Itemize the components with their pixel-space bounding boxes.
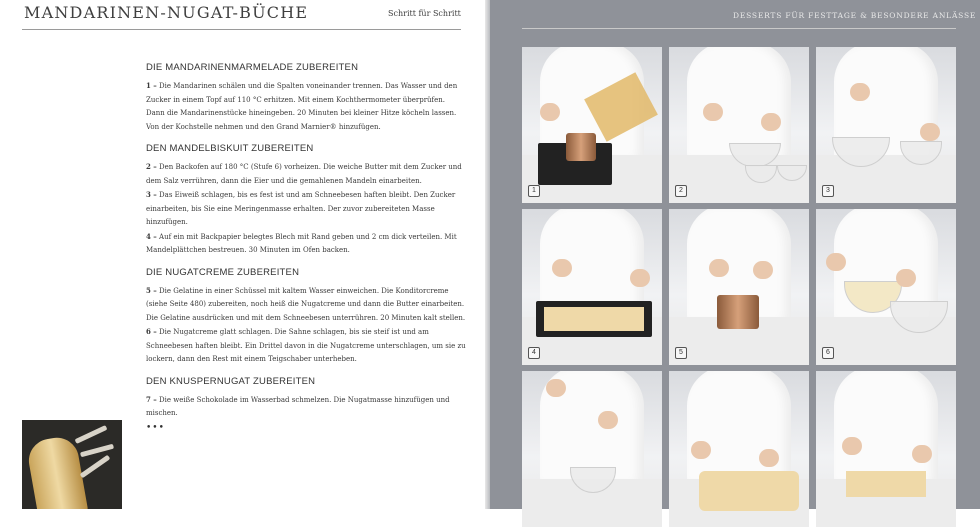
- step-4: [146, 230, 466, 258]
- countertop: [816, 155, 956, 203]
- section-nugatcreme: [146, 267, 466, 367]
- step-text: Den Backofen auf 180 °C (Stufe 6) vorheizen. Die weiche Butter mit dem Zucker und dem Salz verrühren, dann die Eier und die gemahlenen Mandeln einarbeiten.: [146, 163, 462, 185]
- step-photo-1: [522, 47, 662, 203]
- step-photo-9: [816, 371, 956, 527]
- step-photo-5: [669, 209, 809, 365]
- step-photo-3: [816, 47, 956, 203]
- copper-saucepan: [717, 295, 759, 329]
- step-number-badge: 6: [822, 347, 834, 359]
- step-photo-2: [669, 47, 809, 203]
- step-7: [146, 393, 466, 421]
- section-breadcrumb: Schritt für Schritt: [388, 9, 461, 18]
- finished-cake-photo: [22, 420, 122, 509]
- step-6: [146, 325, 466, 367]
- step-1: [146, 79, 466, 134]
- step-text: Auf ein mit Backpapier belegtes Blech mit Rand geben und 2 cm dick verteilen. Mit Mandelplättchen bestreuen. 30 Minuten im Ofen backen.: [146, 232, 457, 254]
- chef-hand: [552, 259, 572, 277]
- section-heading: DEN KNUSPERNUGAT ZUBEREITEN: [146, 375, 316, 387]
- step-number-badge: 5: [675, 347, 687, 359]
- step-2: [146, 160, 466, 188]
- step-text: Die weiße Schokolade im Wasserbad schmelzen. Die Nugatmasse hinzufügen und mischen.: [146, 395, 450, 417]
- section-heading: DIE NUGATCREME ZUBEREITEN: [146, 266, 300, 278]
- chef-coat: [687, 371, 791, 486]
- left-page: [0, 0, 485, 509]
- section-biskuit: [146, 143, 466, 258]
- chef-hand: [842, 437, 862, 455]
- biscuit-sheet: [544, 307, 644, 331]
- chef-hand: [759, 449, 779, 467]
- chapter-divider: [522, 28, 956, 29]
- chef-hand: [703, 103, 723, 121]
- header-divider: [22, 29, 461, 30]
- chef-hand: [540, 103, 560, 121]
- step-text: Die Mandarinen schälen und die Spalten voneinander trennen. Das Wasser und den Zucker in einem Topf auf 110 °C erhitzen. Mit einem Kochthermometer überprüfen. Dann die Mandarinenstücke hineingeben. 20 Minuten bei kleiner Hitze köcheln lassen. Von der Kochstelle nehmen und den Grand Marnier® hinzufügen.: [146, 82, 458, 131]
- chocolate-shard: [75, 425, 108, 444]
- step-photo-4: [522, 209, 662, 365]
- chef-hand: [709, 259, 729, 277]
- step-text: Die Gelatine in einer Schüssel mit kaltem Wasser einweichen. Die Konditorcreme (siehe Seite 480) zubereiten, noch heiß die Nugatcreme und dann die Butter einarbeiten. Die Gelatine ausdrücken und mit dem Schneebesen unterrühren. 20 Minuten kalt stellen.: [146, 286, 466, 322]
- continuation-dots: •••: [146, 422, 165, 433]
- step-photo-8: [669, 371, 809, 527]
- chef-hand: [753, 261, 773, 279]
- step-number: 6 –: [146, 327, 157, 336]
- step-text: Das Eiweiß schlagen, bis es fest ist und am Schneebesen haften bleibt. Den Zucker einarbeiten, bis Sie eine Meringenmasse erhalten. Der zuvor zubereiteten Masse hinzufügen.: [146, 191, 456, 226]
- chef-hand: [896, 269, 916, 287]
- step-number-badge: 2: [675, 185, 687, 197]
- step-text: Die Nugatcreme glatt schlagen. Die Sahne schlagen, bis sie steif ist und am Schneebesen haften bleibt. Ein Drittel davon in die Nugatcreme unterschlagen, um sie zu lockern, dann den Rest mit einem Teigschaber unterheben.: [146, 328, 466, 363]
- chef-hand: [691, 441, 711, 459]
- step-number-badge: 1: [528, 185, 540, 197]
- section-knuspernugat: [146, 376, 466, 433]
- recipe-instructions: [146, 62, 466, 442]
- step-number-badge: 3: [822, 185, 834, 197]
- step-photo-7: [522, 371, 662, 527]
- recipe-title: MANDARINEN-NUGAT-BÜCHE: [24, 3, 309, 22]
- section-heading: DEN MANDELBISKUIT ZUBEREITEN: [146, 143, 314, 154]
- chef-hand: [546, 379, 566, 397]
- chef-hand: [826, 253, 846, 271]
- step-photo-6: [816, 209, 956, 365]
- chef-hand: [912, 445, 932, 463]
- step-number-badge: 4: [528, 347, 540, 359]
- chef-hand: [761, 113, 781, 131]
- chef-hand: [850, 83, 870, 101]
- chocolate-shard: [80, 444, 114, 458]
- step-5: [146, 284, 466, 326]
- cake-log: [25, 434, 88, 509]
- step-3: [146, 188, 466, 230]
- chef-hand: [598, 411, 618, 429]
- chef-coat: [834, 371, 938, 486]
- chapter-header: DESSERTS FÜR FESTTAGE & BESONDERE ANLÄSSE: [733, 11, 977, 20]
- chef-hand: [920, 123, 940, 141]
- rolled-biscuit: [846, 471, 926, 497]
- section-marmelade: [146, 62, 466, 134]
- biscuit-sheet: [699, 471, 799, 511]
- copper-pot: [566, 133, 596, 161]
- step-number: 4 –: [146, 231, 157, 241]
- step-number: 2 –: [146, 162, 157, 171]
- section-heading: DIE MANDARINENMARMELADE ZUBEREITEN: [146, 62, 359, 73]
- step-number: 3 –: [146, 190, 157, 199]
- step-number: 1 –: [146, 81, 157, 90]
- chocolate-shard: [80, 455, 111, 479]
- step-number: 5 –: [146, 285, 157, 295]
- chef-hand: [630, 269, 650, 287]
- step-number: 7 –: [146, 394, 157, 404]
